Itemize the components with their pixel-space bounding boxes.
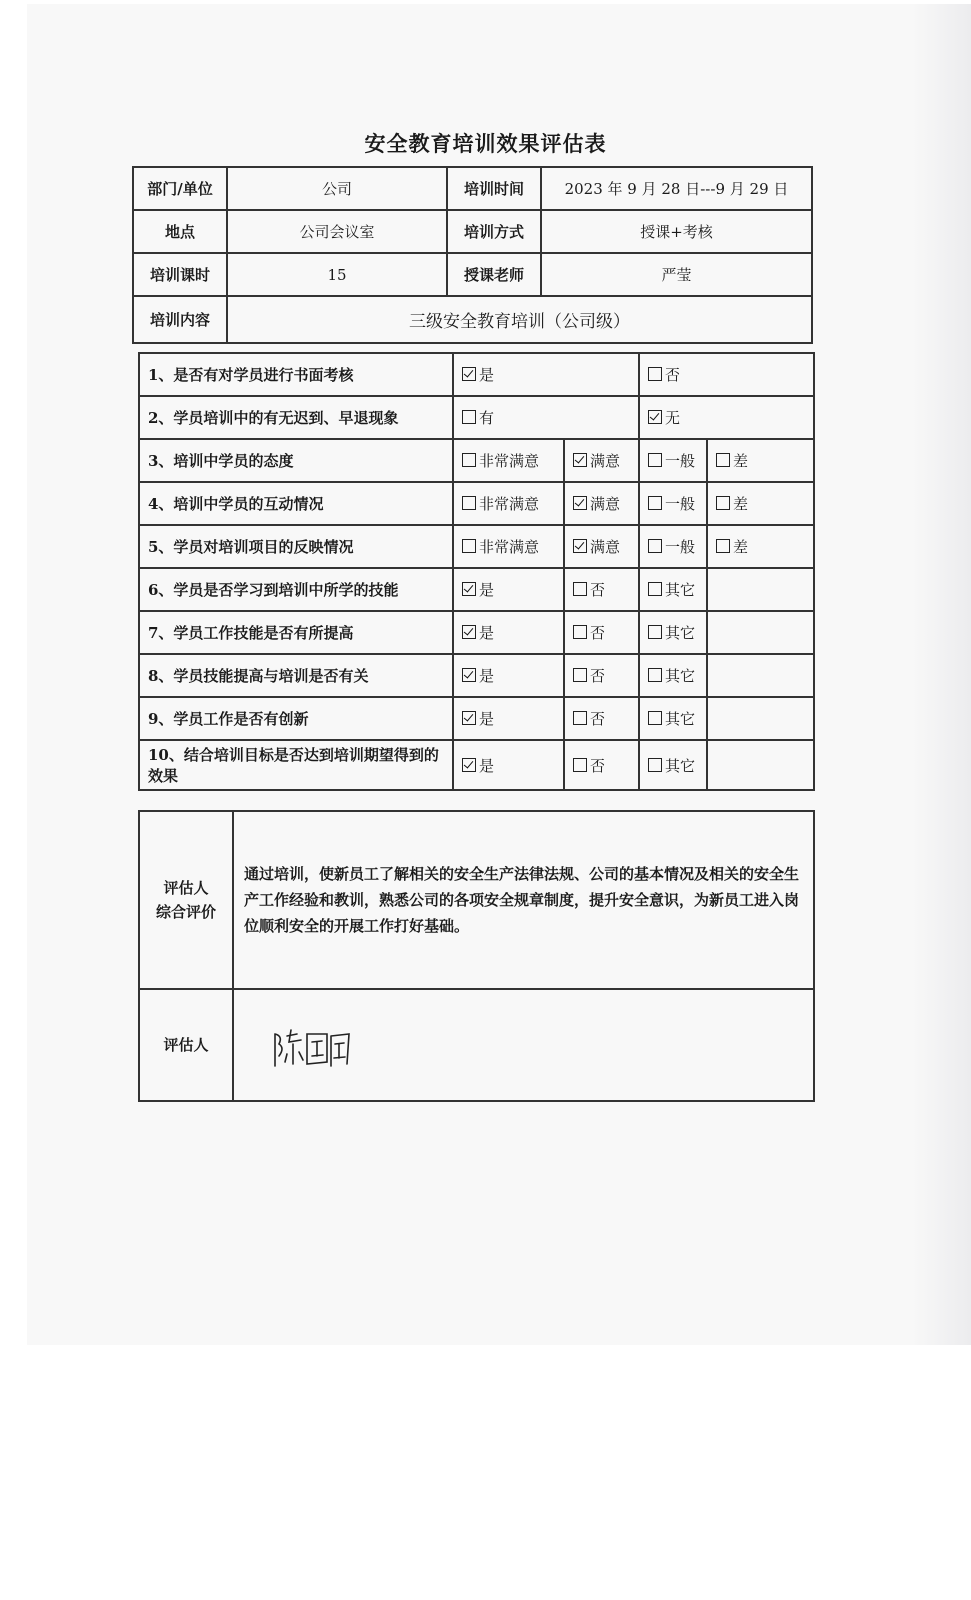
option-cell xyxy=(639,525,707,568)
unchecked-box-icon[interactable] xyxy=(648,758,662,772)
option-label: 其它 xyxy=(665,624,696,642)
unchecked-box-icon[interactable] xyxy=(573,668,587,682)
unchecked-box-icon[interactable] xyxy=(648,625,662,639)
questions-table xyxy=(138,352,815,791)
option-cell xyxy=(564,697,639,740)
option-cell xyxy=(639,654,707,697)
question-row xyxy=(139,353,814,396)
option-label: 差 xyxy=(733,452,749,470)
option-label: 否 xyxy=(590,581,606,599)
option-cell xyxy=(639,568,707,611)
question-row xyxy=(139,439,814,482)
empty-cell xyxy=(707,654,814,697)
option-cell xyxy=(564,482,639,525)
option-cell xyxy=(453,568,564,611)
empty-cell xyxy=(707,568,814,611)
hours-value: 15 xyxy=(227,253,447,296)
unchecked-box-icon[interactable] xyxy=(716,539,730,553)
checked-box-icon[interactable] xyxy=(462,367,476,381)
option-cell xyxy=(453,697,564,740)
option-cell xyxy=(453,396,639,439)
question-text: 3、培训中学员的态度 xyxy=(139,439,453,482)
time-label: 培训时间 xyxy=(447,167,541,210)
option-cell xyxy=(564,568,639,611)
option-cell xyxy=(453,740,564,790)
option-label: 差 xyxy=(733,495,749,513)
question-row xyxy=(139,611,814,654)
option-label: 有 xyxy=(479,409,495,427)
header-table xyxy=(132,166,813,344)
comment-label xyxy=(139,811,233,989)
option-cell xyxy=(453,525,564,568)
checked-box-icon[interactable] xyxy=(573,453,587,467)
unchecked-box-icon[interactable] xyxy=(648,668,662,682)
option-cell xyxy=(707,439,814,482)
checked-box-icon[interactable] xyxy=(462,582,476,596)
option-cell xyxy=(564,611,639,654)
unchecked-box-icon[interactable] xyxy=(462,496,476,510)
question-row xyxy=(139,568,814,611)
unchecked-box-icon[interactable] xyxy=(573,582,587,596)
option-label: 其它 xyxy=(665,581,696,599)
time-value: 2023 年 9 月 28 日---9 月 29 日 xyxy=(541,167,812,210)
option-cell xyxy=(639,697,707,740)
question-row xyxy=(139,740,814,790)
option-cell xyxy=(453,353,639,396)
option-label: 非常满意 xyxy=(479,538,540,556)
option-label: 无 xyxy=(665,409,681,427)
option-label: 满意 xyxy=(590,538,621,556)
comment-label-line-2: 综合评价 xyxy=(155,903,216,921)
option-cell xyxy=(639,740,707,790)
unchecked-box-icon[interactable] xyxy=(648,582,662,596)
option-label: 是 xyxy=(479,581,495,599)
unchecked-box-icon[interactable] xyxy=(648,711,662,725)
question-text: 2、学员培训中的有无迟到、早退现象 xyxy=(139,396,453,439)
option-cell xyxy=(639,611,707,654)
option-cell xyxy=(707,525,814,568)
option-label: 其它 xyxy=(665,756,696,775)
unchecked-box-icon[interactable] xyxy=(573,758,587,772)
option-label: 差 xyxy=(733,538,749,556)
checked-box-icon[interactable] xyxy=(462,711,476,725)
unchecked-box-icon[interactable] xyxy=(716,453,730,467)
option-cell xyxy=(639,396,814,439)
hours-label: 培训课时 xyxy=(133,253,227,296)
option-cell xyxy=(639,482,707,525)
evaluation-table xyxy=(138,810,815,1102)
question-row xyxy=(139,396,814,439)
signature-cell xyxy=(233,989,814,1101)
method-label: 培训方式 xyxy=(447,210,541,253)
teacher-label: 授课老师 xyxy=(447,253,541,296)
content-label: 培训内容 xyxy=(133,296,227,343)
method-value: 授课+考核 xyxy=(541,210,812,253)
option-label: 否 xyxy=(665,366,681,384)
place-label: 地点 xyxy=(133,210,227,253)
option-cell xyxy=(639,353,814,396)
empty-cell xyxy=(707,740,814,790)
empty-cell xyxy=(707,697,814,740)
form-title: 安全教育培训效果评估表 xyxy=(364,131,607,156)
option-label: 否 xyxy=(590,756,606,775)
unchecked-box-icon[interactable] xyxy=(648,539,662,553)
unchecked-box-icon[interactable] xyxy=(462,453,476,467)
question-text: 1、是否有对学员进行书面考核 xyxy=(139,353,453,396)
question-text: 6、学员是否学习到培训中所学的技能 xyxy=(139,568,453,611)
checked-box-icon[interactable] xyxy=(462,668,476,682)
question-row xyxy=(139,697,814,740)
teacher-value: 严莹 xyxy=(541,253,812,296)
option-label: 一般 xyxy=(665,495,696,513)
question-text: 5、学员对培训项目的反映情况 xyxy=(139,525,453,568)
question-text: 10、结合培训目标是否达到培训期望得到的效果 xyxy=(139,740,453,790)
option-label: 一般 xyxy=(665,538,696,556)
option-cell xyxy=(707,482,814,525)
dept-value: 公司 xyxy=(227,167,447,210)
option-cell xyxy=(453,654,564,697)
option-cell xyxy=(453,482,564,525)
comment-label-line-1: 评估人 xyxy=(163,879,209,897)
unchecked-box-icon[interactable] xyxy=(573,711,587,725)
checked-box-icon[interactable] xyxy=(648,410,662,424)
option-label: 满意 xyxy=(590,495,621,513)
comment-text: 通过培训，使新员工了解相关的安全生产法律法规、公司的基本情况及相关的安全生产工作经验和教训，熟悉公司的各项安全规章制度，提升安全意识，为新员工进入岗位顺利安全的开展工作打好基础。 xyxy=(233,811,814,989)
option-label: 是 xyxy=(479,756,495,775)
signer-label: 评估人 xyxy=(139,989,233,1101)
content-value: 三级安全教育培训（公司级） xyxy=(227,296,812,343)
unchecked-box-icon[interactable] xyxy=(648,367,662,381)
unchecked-box-icon[interactable] xyxy=(648,496,662,510)
checked-box-icon[interactable] xyxy=(573,539,587,553)
option-cell xyxy=(564,439,639,482)
option-label: 一般 xyxy=(665,452,696,470)
option-label: 非常满意 xyxy=(479,495,540,513)
option-label: 满意 xyxy=(590,452,621,470)
checked-box-icon[interactable] xyxy=(462,758,476,772)
dept-label: 部门/单位 xyxy=(133,167,227,210)
question-text: 7、学员工作技能是否有所提高 xyxy=(139,611,453,654)
question-row xyxy=(139,654,814,697)
option-cell xyxy=(639,439,707,482)
option-label: 否 xyxy=(590,624,606,642)
option-label: 否 xyxy=(590,710,606,728)
question-row xyxy=(139,525,814,568)
question-row xyxy=(139,482,814,525)
unchecked-box-icon[interactable] xyxy=(573,625,587,639)
option-cell xyxy=(564,525,639,568)
checked-box-icon[interactable] xyxy=(573,496,587,510)
option-cell xyxy=(453,611,564,654)
unchecked-box-icon[interactable] xyxy=(462,410,476,424)
option-label: 是 xyxy=(479,667,495,685)
unchecked-box-icon[interactable] xyxy=(462,539,476,553)
empty-cell xyxy=(707,611,814,654)
option-cell xyxy=(453,439,564,482)
option-label: 是 xyxy=(479,710,495,728)
option-label: 非常满意 xyxy=(479,452,540,470)
question-text: 8、学员技能提高与培训是否有关 xyxy=(139,654,453,697)
option-label: 其它 xyxy=(665,710,696,728)
question-text: 4、培训中学员的互动情况 xyxy=(139,482,453,525)
option-label: 其它 xyxy=(665,667,696,685)
option-label: 否 xyxy=(590,667,606,685)
place-value: 公司会议室 xyxy=(227,210,447,253)
checked-box-icon[interactable] xyxy=(462,625,476,639)
option-cell xyxy=(564,654,639,697)
option-cell xyxy=(564,740,639,790)
unchecked-box-icon[interactable] xyxy=(716,496,730,510)
unchecked-box-icon[interactable] xyxy=(648,453,662,467)
handwritten-signature xyxy=(271,1026,351,1074)
question-text: 9、学员工作是否有创新 xyxy=(139,697,453,740)
option-label: 是 xyxy=(479,624,495,642)
option-label: 是 xyxy=(479,366,495,384)
